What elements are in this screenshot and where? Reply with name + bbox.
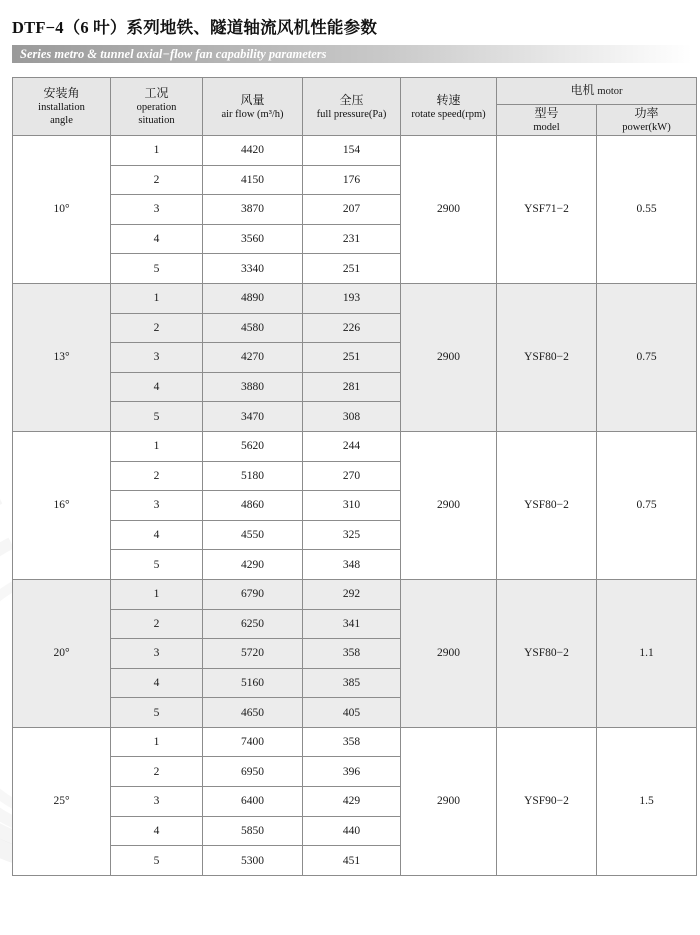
cell-full-pressure: 429 — [303, 787, 401, 817]
cell-air-flow: 3870 — [203, 195, 303, 225]
header-installation-angle-cn: 安装角 — [43, 86, 80, 100]
cell-motor-power: 0.75 — [597, 283, 697, 431]
header-rotate-speed-cn: 转速 — [436, 92, 461, 107]
cell-full-pressure: 270 — [303, 461, 401, 491]
cell-air-flow: 4290 — [203, 550, 303, 580]
header-power-cn: 功率 — [634, 106, 659, 120]
cell-full-pressure: 226 — [303, 313, 401, 343]
cell-operation-situation: 4 — [111, 816, 203, 846]
cell-operation-situation: 3 — [111, 639, 203, 669]
cell-air-flow: 7400 — [203, 727, 303, 757]
header-motor-group — [497, 78, 697, 105]
header-model-cn: 型号 — [534, 106, 559, 120]
cell-full-pressure: 292 — [303, 579, 401, 609]
cell-air-flow: 4650 — [203, 698, 303, 728]
cell-full-pressure: 396 — [303, 757, 401, 787]
cell-air-flow: 4860 — [203, 491, 303, 521]
table-body — [13, 136, 697, 876]
cell-air-flow: 6790 — [203, 579, 303, 609]
cell-full-pressure: 358 — [303, 727, 401, 757]
cell-full-pressure: 231 — [303, 224, 401, 254]
header-model-en: model — [533, 122, 560, 133]
cell-operation-situation: 3 — [111, 195, 203, 225]
cell-full-pressure: 358 — [303, 639, 401, 669]
cell-operation-situation: 3 — [111, 343, 203, 373]
cell-motor-model: YSF80−2 — [497, 283, 597, 431]
cell-operation-situation: 2 — [111, 461, 203, 491]
cell-air-flow: 4150 — [203, 165, 303, 195]
cell-air-flow: 4270 — [203, 343, 303, 373]
cell-rotate-speed: 2900 — [401, 136, 497, 284]
cell-motor-model: YSF71−2 — [497, 136, 597, 284]
table-row — [13, 579, 697, 609]
cell-full-pressure: 281 — [303, 372, 401, 402]
cell-rotate-speed: 2900 — [401, 283, 497, 431]
header-rotate-speed — [401, 78, 497, 136]
cell-full-pressure: 348 — [303, 550, 401, 580]
header-air-flow-en: air flow (m³/h) — [221, 108, 284, 120]
cell-motor-model: YSF80−2 — [497, 431, 597, 579]
cell-operation-situation: 5 — [111, 846, 203, 876]
cell-full-pressure: 176 — [303, 165, 401, 195]
header-power-en: power(kW) — [622, 122, 671, 133]
cell-operation-situation: 2 — [111, 609, 203, 639]
cell-motor-power: 1.5 — [597, 727, 697, 875]
cell-air-flow: 6250 — [203, 609, 303, 639]
cell-air-flow: 3880 — [203, 372, 303, 402]
cell-operation-situation: 2 — [111, 165, 203, 195]
cell-motor-model: YSF90−2 — [497, 727, 597, 875]
subtitle-text: Series metro & tunnel axial−flow fan capability parameters — [20, 47, 327, 61]
header-installation-angle — [13, 78, 111, 136]
cell-full-pressure: 207 — [303, 195, 401, 225]
cell-installation-angle: 20° — [13, 579, 111, 727]
header-row-1 — [13, 78, 697, 105]
cell-air-flow: 4890 — [203, 283, 303, 313]
cell-air-flow: 4420 — [203, 136, 303, 166]
fan-parameters-table — [12, 77, 697, 876]
cell-full-pressure: 385 — [303, 668, 401, 698]
cell-full-pressure: 308 — [303, 402, 401, 432]
cell-operation-situation: 2 — [111, 313, 203, 343]
cell-operation-situation: 4 — [111, 668, 203, 698]
cell-operation-situation: 5 — [111, 550, 203, 580]
table-row — [13, 727, 697, 757]
cell-full-pressure: 193 — [303, 283, 401, 313]
cell-motor-power: 0.75 — [597, 431, 697, 579]
cell-full-pressure: 405 — [303, 698, 401, 728]
table-row — [13, 136, 697, 166]
cell-air-flow: 5850 — [203, 816, 303, 846]
cell-operation-situation: 1 — [111, 727, 203, 757]
header-operation-situation-en: operation — [136, 102, 177, 113]
header-full-pressure — [303, 78, 401, 136]
header-model — [497, 105, 597, 136]
cell-full-pressure: 251 — [303, 254, 401, 284]
cell-operation-situation: 4 — [111, 520, 203, 550]
cell-full-pressure: 341 — [303, 609, 401, 639]
cell-motor-power: 1.1 — [597, 579, 697, 727]
page-title: DTF−4（6 叶）系列地铁、隧道轴流风机性能参数 — [12, 18, 378, 37]
cell-full-pressure: 325 — [303, 520, 401, 550]
header-motor-group-en: motor — [597, 86, 623, 97]
cell-air-flow: 4580 — [203, 313, 303, 343]
table-header — [13, 78, 697, 136]
table-row — [13, 431, 697, 461]
cell-air-flow: 5620 — [203, 431, 303, 461]
cell-installation-angle: 16° — [13, 431, 111, 579]
cell-installation-angle: 10° — [13, 136, 111, 284]
header-operation-situation-en2: situation — [138, 115, 175, 126]
cell-operation-situation: 4 — [111, 372, 203, 402]
cell-air-flow: 5160 — [203, 668, 303, 698]
cell-full-pressure: 440 — [303, 816, 401, 846]
cell-full-pressure: 451 — [303, 846, 401, 876]
cell-operation-situation: 1 — [111, 431, 203, 461]
cell-rotate-speed: 2900 — [401, 727, 497, 875]
cell-operation-situation: 1 — [111, 579, 203, 609]
cell-rotate-speed: 2900 — [401, 579, 497, 727]
cell-air-flow: 5720 — [203, 639, 303, 669]
cell-air-flow: 6950 — [203, 757, 303, 787]
cell-operation-situation: 5 — [111, 254, 203, 284]
cell-full-pressure: 251 — [303, 343, 401, 373]
cell-air-flow: 3340 — [203, 254, 303, 284]
header-full-pressure-en: full pressure(Pa) — [316, 108, 387, 120]
cell-operation-situation: 1 — [111, 136, 203, 166]
header-full-pressure-cn: 全压 — [339, 92, 364, 107]
cell-operation-situation: 3 — [111, 787, 203, 817]
cell-air-flow: 5180 — [203, 461, 303, 491]
header-power — [597, 105, 697, 136]
cell-operation-situation: 2 — [111, 757, 203, 787]
cell-motor-power: 0.55 — [597, 136, 697, 284]
cell-rotate-speed: 2900 — [401, 431, 497, 579]
cell-installation-angle: 13° — [13, 283, 111, 431]
header-operation-situation-cn: 工况 — [144, 86, 169, 100]
header-air-flow — [203, 78, 303, 136]
header-installation-angle-en2: angle — [50, 115, 73, 126]
cell-operation-situation: 3 — [111, 491, 203, 521]
header-rotate-speed-en: rotate speed(rpm) — [411, 108, 486, 120]
header-motor-group-text — [571, 85, 623, 97]
cell-air-flow: 3560 — [203, 224, 303, 254]
cell-operation-situation: 5 — [111, 698, 203, 728]
header-air-flow-cn: 风量 — [240, 92, 265, 107]
header-operation-situation — [111, 78, 203, 136]
cell-air-flow: 4550 — [203, 520, 303, 550]
cell-operation-situation: 5 — [111, 402, 203, 432]
cell-motor-model: YSF80−2 — [497, 579, 597, 727]
cell-operation-situation: 4 — [111, 224, 203, 254]
cell-full-pressure: 154 — [303, 136, 401, 166]
cell-air-flow: 5300 — [203, 846, 303, 876]
header-motor-group-cn: 电机 — [570, 83, 595, 97]
cell-full-pressure: 310 — [303, 491, 401, 521]
header-installation-angle-en: installation — [38, 102, 85, 113]
cell-air-flow: 3470 — [203, 402, 303, 432]
cell-full-pressure: 244 — [303, 431, 401, 461]
cell-operation-situation: 1 — [111, 283, 203, 313]
cell-installation-angle: 25° — [13, 727, 111, 875]
table-row — [13, 283, 697, 313]
cell-air-flow: 6400 — [203, 787, 303, 817]
subtitle-banner — [12, 45, 692, 63]
